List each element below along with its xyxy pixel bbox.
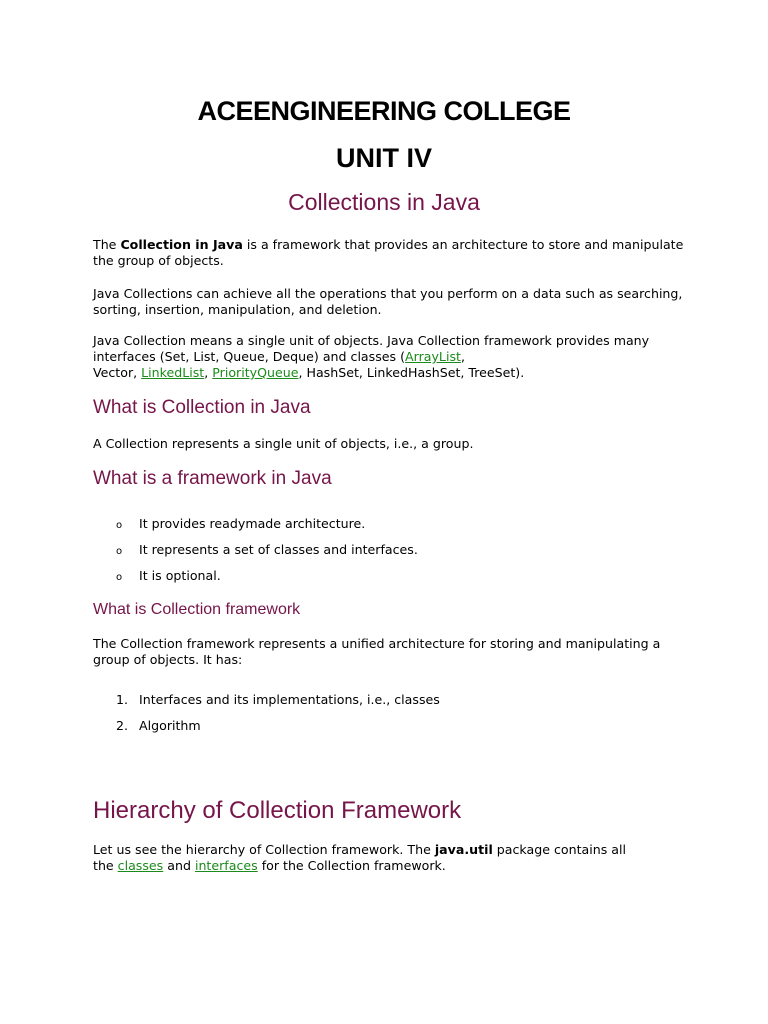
list-item xyxy=(116,516,365,534)
item-number: 2. xyxy=(116,718,129,733)
collection-framework-text: The Collection framework represents a unified architecture for storing and manipulating a group of objects. It has: xyxy=(93,636,661,667)
numbered-item-text: Interfaces and its implementations, i.e., classes xyxy=(139,692,440,707)
collection-framework-heading: What is Collection framework xyxy=(93,601,301,618)
what-is-collection-heading: What is Collection in Java xyxy=(93,397,311,418)
p3-text2: , xyxy=(460,349,465,364)
unit-title: UNIT IV xyxy=(335,143,432,173)
what-is-framework-heading: What is a framework in Java xyxy=(93,468,332,489)
bullet-icon: o xyxy=(116,520,123,531)
bullet-icon: o xyxy=(116,572,123,583)
hier-text3: the xyxy=(93,858,118,873)
college-title: ACEENGINEERING COLLEGE xyxy=(197,96,571,126)
intro-paragraph xyxy=(93,237,693,269)
numbered-item xyxy=(116,718,201,734)
item-number: 1. xyxy=(116,692,129,707)
hierarchy-heading: Hierarchy of Collection Framework xyxy=(93,797,462,824)
p3-text4: , xyxy=(204,365,213,380)
numbered-item xyxy=(116,692,440,708)
intro-bold: Collection in Java xyxy=(120,237,243,252)
java-util-bold: java.util xyxy=(434,842,493,857)
hierarchy-paragraph xyxy=(93,842,713,874)
interfaces-link[interactable]: interfaces xyxy=(194,858,258,873)
list-item-text: It represents a set of classes and interfaces. xyxy=(139,542,418,557)
list-item-text: It is optional. xyxy=(139,568,221,583)
list-item xyxy=(116,568,221,586)
intro-pre: The xyxy=(93,237,121,252)
p3-text1: Java Collection means a single unit of objects. Java Collection framework provides many interfaces (Set, List, Queue, Deque) and classes ( xyxy=(93,333,650,364)
hier-text5: for the Collection framework. xyxy=(257,858,446,873)
collection-unit-paragraph xyxy=(93,333,693,381)
p3-text3: Vector, xyxy=(93,365,142,380)
intro-post: is a framework that provides an architecture to store and manipulate the group of objects. xyxy=(93,237,684,268)
operations-paragraph: Java Collections can achieve all the operations that you perform on a data such as searching, sorting, insertion, manipulation, and deletion. xyxy=(93,286,683,317)
list-item-text: It provides readymade architecture. xyxy=(139,516,366,531)
hier-text4: and xyxy=(163,858,195,873)
what-is-collection-text: A Collection represents a single unit of objects, i.e., a group. xyxy=(93,436,474,451)
bullet-icon: o xyxy=(116,546,123,557)
hier-text2: package contains all xyxy=(492,842,626,857)
numbered-item-text: Algorithm xyxy=(139,718,201,733)
list-item xyxy=(116,542,418,560)
arraylist-link[interactable]: ArrayList xyxy=(405,349,461,364)
linkedlist-link[interactable]: LinkedList xyxy=(141,365,205,380)
classes-link[interactable]: classes xyxy=(117,858,164,873)
collections-heading: Collections in Java xyxy=(288,189,480,215)
hier-text1: Let us see the hierarchy of Collection framework. The xyxy=(93,842,435,857)
p3-text5: , HashSet, LinkedHashSet, TreeSet). xyxy=(298,365,525,380)
priorityqueue-link[interactable]: PriorityQueue xyxy=(212,365,299,380)
